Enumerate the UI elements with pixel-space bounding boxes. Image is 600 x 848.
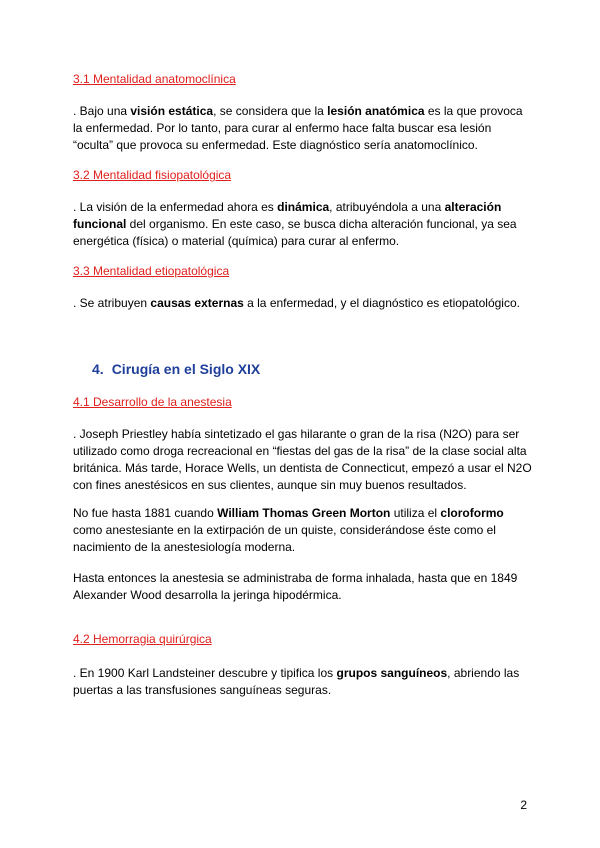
section-3-1-heading[interactable]: 3.1 Mentalidad anatomoclínica <box>73 72 236 86</box>
section-3-1-paragraph: . Bajo una visión estática, se considera que la lesión anatómica es la que provoca la enfermedad. Por lo tanto, para curar al enfermo hace falta buscar esa lesión “oculta” que provoca su enfermedad. Este diagnóstico sería anatomoclínico. <box>73 104 523 152</box>
section-4-1-paragraph-2: No fue hasta 1881 cuando William Thomas Green Morton utiliza el cloroformo como anestesiante en la extirpación de un quiste, considerándose éste como el nacimiento de la anestesiología moderna. <box>73 506 504 554</box>
section-4-1-paragraph-1: . Joseph Priestley había sintetizado el gas hilarante o gran de la risa (N2O) para ser utilizado como droga recreacional en “fiestas del gas de la risa” de la clase social alta británica. Más tarde, Horace Wells, un dentista de Connecticut, empezó a usar el N2O con fines anestésicos en sus clientes, aunque sin muy buenos resultados. <box>73 427 532 492</box>
section-4-heading: 4. Cirugía en el Siglo XIX <box>92 361 261 377</box>
section-3-2-heading[interactable]: 3.2 Mentalidad fisiopatológica <box>73 168 232 182</box>
section-4-1-paragraph-3: Hasta entonces la anestesia se administraba de forma inhalada, hasta que en 1849 Alexander Wood desarrolla la jeringa hipodérmica. <box>73 571 518 602</box>
page-number: 2 <box>520 798 527 812</box>
section-3-3-paragraph: . Se atribuyen causas externas a la enfermedad, y el diagnóstico es etiopatológico. <box>73 296 520 310</box>
section-3-2-paragraph: . La visión de la enfermedad ahora es dinámica, atribuyéndola a una alteración funcional del organismo. En este caso, se busca dicha alteración funcional, ya sea energética (física) o material (química) para curar al enfermo. <box>73 200 517 248</box>
section-4-1-heading[interactable]: 4.1 Desarrollo de la anestesia <box>73 395 232 409</box>
section-4-2-heading[interactable]: 4.2 Hemorragia quirúrgica <box>73 632 212 646</box>
section-3-3-heading[interactable]: 3.3 Mentalidad etiopatológica <box>73 264 230 278</box>
section-4-2-paragraph: . En 1900 Karl Landsteiner descubre y tipifica los grupos sanguíneos, abriendo las puertas a las transfusiones sanguíneas seguras. <box>73 666 520 697</box>
